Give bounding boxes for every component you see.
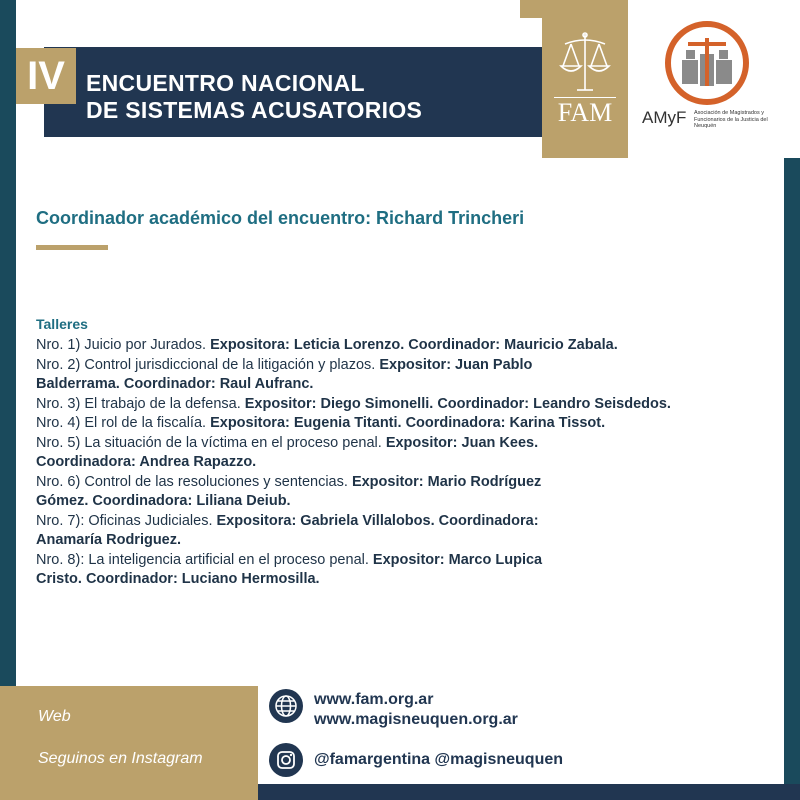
gold-divider	[36, 245, 108, 250]
workshop-line	[36, 492, 756, 512]
workshop-speakers: Cristo. Coordinador: Luciano Hermosilla.	[36, 571, 320, 587]
workshop-speakers: Balderrama. Coordinador: Raul Aufranc.	[36, 376, 314, 392]
left-border	[0, 0, 16, 800]
right-border	[784, 158, 800, 800]
bottom-bar	[258, 784, 800, 800]
workshop-line	[36, 434, 756, 454]
workshop-topic: Nro. 1) Juicio por Jurados.	[36, 337, 211, 353]
fam-wordmark: FAM	[557, 98, 613, 127]
workshop-line	[36, 570, 756, 590]
amyf-wordmark: AMyF	[642, 108, 687, 127]
workshop-line	[36, 473, 756, 493]
footer-panel	[0, 686, 258, 800]
workshop-speakers: Expositora: Eugenia Titanti. Coordinadora: Karina Tissot.	[210, 415, 606, 431]
workshop-line	[36, 356, 756, 376]
workshops-heading: Talleres	[36, 316, 88, 332]
amyf-logo-icon	[664, 20, 750, 106]
instagram-icon	[269, 743, 303, 777]
fam-logo	[542, 0, 628, 158]
workshop-speakers: Expositora: Leticia Lorenzo. Coordinador: Mauricio Zabala.	[210, 337, 618, 353]
workshop-topic: Nro. 6) Control de las resoluciones y sentencias.	[36, 473, 352, 490]
instagram-label: Seguinos en Instagram	[38, 750, 203, 767]
workshop-speakers: Expositora: Gabriela Villalobos. Coordinadora:	[216, 512, 539, 529]
workshop-topic: Nro. 5) La situación de la víctima en el proceso penal.	[36, 434, 386, 451]
workshop-line	[36, 336, 756, 356]
workshop-topic: Nro. 4) El rol de la fiscalía.	[36, 415, 211, 431]
title-line-1: ENCUENTRO NACIONAL	[86, 70, 365, 96]
web-label: Web	[38, 708, 71, 725]
amyf-subtitle: Asociación de Magistrados y Funcionarios de la Justicia del Neuquén	[694, 110, 768, 129]
fam-website-link[interactable]: www.fam.org.ar	[314, 691, 434, 708]
workshop-speakers: Expositor: Juan Pablo	[379, 356, 533, 373]
workshop-speakers: Expositor: Diego Simonelli. Coordinador: Leandro Seisdedos.	[244, 395, 671, 412]
workshop-topic: Nro. 2) Control jurisdiccional de la litigación y plazos.	[36, 356, 380, 373]
workshop-speakers: Coordinadora: Andrea Rapazzo.	[36, 454, 257, 470]
workshops-list	[36, 336, 756, 590]
edition-numeral: IV	[16, 48, 76, 104]
workshop-speakers: Gómez. Coordinadora: Liliana Deiub.	[36, 493, 291, 509]
magis-website-link[interactable]: www.magisneuquen.org.ar	[314, 711, 518, 728]
academic-coordinator: Coordinador académico del encuentro: Richard Trincheri	[36, 208, 525, 228]
workshop-topic: Nro. 8): La inteligencia artificial en el proceso penal.	[36, 551, 373, 568]
gold-accent	[520, 0, 542, 18]
workshop-line	[36, 453, 756, 473]
scales-icon	[557, 32, 613, 94]
workshop-line	[36, 512, 756, 532]
workshop-line	[36, 395, 756, 415]
workshop-topic: Nro. 3) El trabajo de la defensa.	[36, 395, 245, 412]
workshop-speakers: Anamaría Rodriguez.	[36, 532, 182, 548]
web-links	[314, 690, 518, 730]
workshop-speakers: Expositor: Marco Lupica	[372, 551, 543, 568]
workshop-speakers: Expositor: Juan Kees.	[385, 434, 539, 451]
globe-icon	[269, 689, 303, 723]
instagram-handles[interactable]: @famargentina @magisneuquen	[314, 751, 564, 768]
workshop-line	[36, 375, 756, 395]
workshop-topic: Nro. 7): Oficinas Judiciales.	[36, 512, 217, 529]
workshop-line	[36, 551, 756, 571]
title-line-2: DE SISTEMAS ACUSATORIOS	[86, 97, 423, 123]
event-title	[86, 70, 422, 124]
workshop-line	[36, 531, 756, 551]
workshop-line	[36, 414, 756, 434]
workshop-speakers: Expositor: Mario Rodríguez	[351, 473, 542, 490]
